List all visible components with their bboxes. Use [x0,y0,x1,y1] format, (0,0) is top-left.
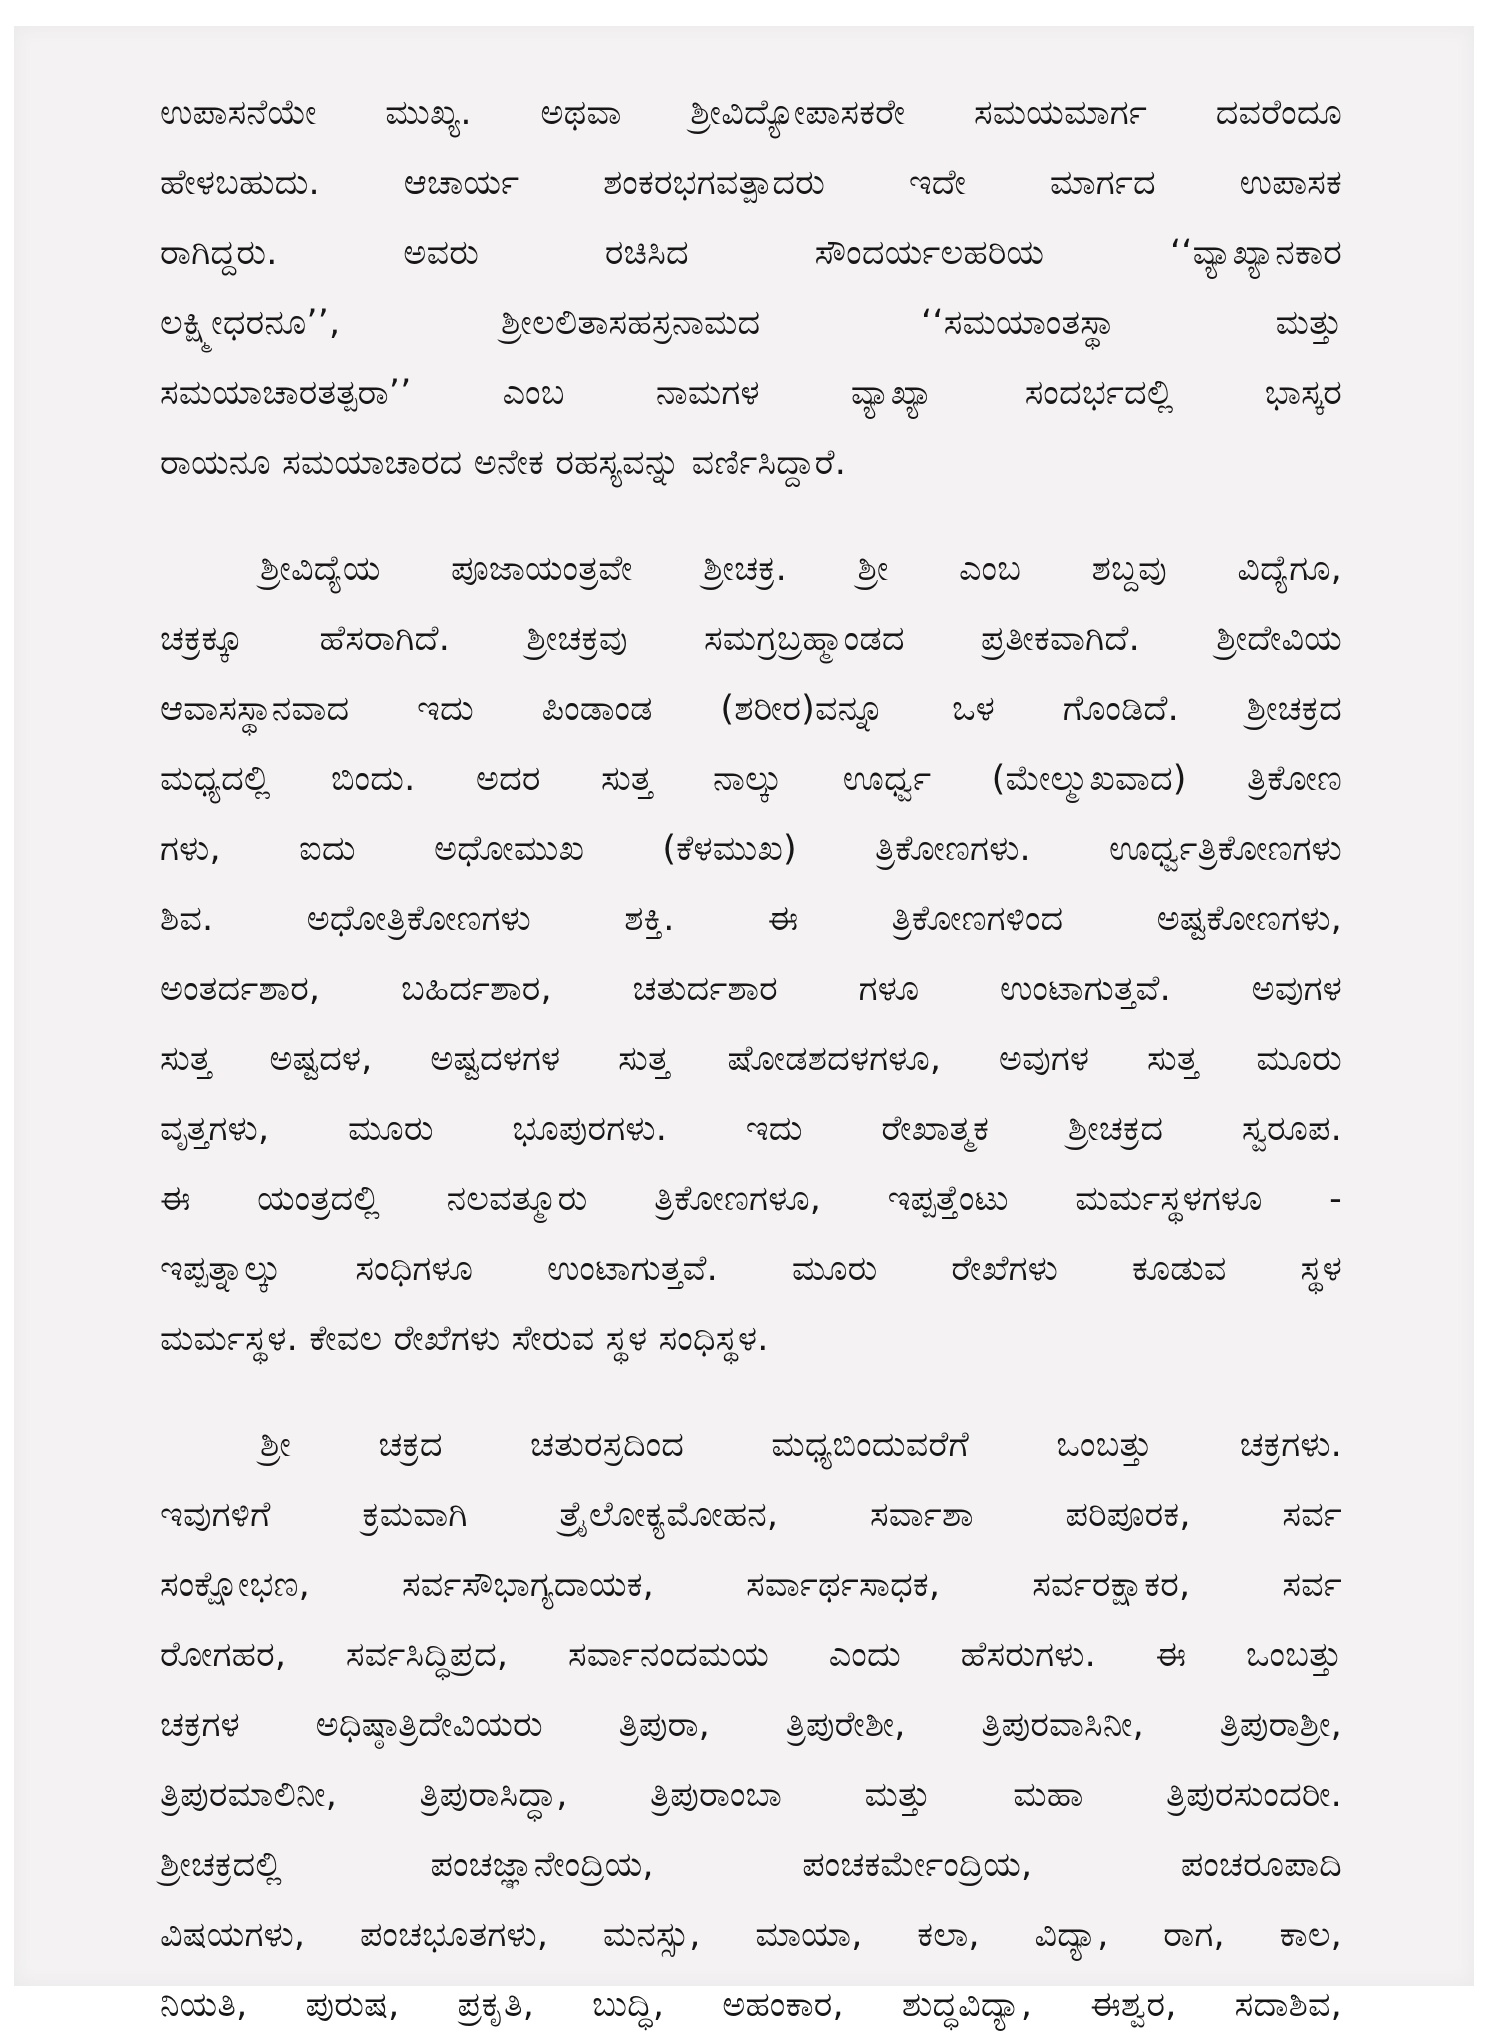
text-line: ರಾಯನೂ ಸಮಯಾಚಾರದ ಅನೇಕ ರಹಸ್ಯವನ್ನು ವರ್ಣಿಸಿದ್ದಾರೆ. [160,443,847,483]
text-line: ಲಕ್ಷ್ಮೀಧರನೂ’’, ಶ್ರೀಲಲಿತಾಸಹಸ್ರನಾಮದ ‘‘ಸಮಯಾಂತಸ್ಥಾ ಮತ್ತು [160,303,1342,343]
text-line: ಮರ್ಮಸ್ಥಳ. ಕೇವಲ ರೇಖೆಗಳು ಸೇರುವ ಸ್ಥಳ ಸಂಧಿಸ್ಥಳ. [160,1319,769,1359]
text-line: ಈ ಯಂತ್ರದಲ್ಲಿ ನಲವತ್ಮೂರು ತ್ರಿಕೋಣಗಳೂ, ಇಪ್ಪತ್ತೆಂಟು ಮರ್ಮಸ್ಥಳಗಳೂ - [160,1179,1342,1219]
text-line: ಶಿವ. ಅಧೋತ್ರಿಕೋಣಗಳು ಶಕ್ತಿ. ಈ ತ್ರಿಕೋಣಗಳಿಂದ ಅಷ್ಟಕೋಣಗಳು, [160,899,1342,939]
text-line: ತ್ರಿಪುರಮಾಲಿನೀ, ತ್ರಿಪುರಾಸಿದ್ಧಾ, ತ್ರಿಪುರಾಂಬಾ ಮತ್ತು ಮಹಾ ತ್ರಿಪುರಸುಂದರೀ. [160,1775,1342,1815]
text-line: ಗಳು, ಐದು ಅಧೋಮುಖ (ಕೆಳಮುಖ) ತ್ರಿಕೋಣಗಳು. ಊರ್ಧ್ವತ್ರಿಕೋಣಗಳು [160,829,1342,869]
text-line: ಸುತ್ತ ಅಷ್ಟದಳ, ಅಷ್ಟದಳಗಳ ಸುತ್ತ ಷೋಡಶದಳಗಳೂ, ಅವುಗಳ ಸುತ್ತ ಮೂರು [160,1039,1342,1079]
text-line: ರೋಗಹರ, ಸರ್ವಸಿದ್ಧಿಪ್ರದ, ಸರ್ವಾನಂದಮಯ ಎಂದು ಹೆಸರುಗಳು. ಈ ಒಂಬತ್ತು [160,1635,1342,1675]
text-line: ರಾಗಿದ್ದರು. ಅವರು ರಚಿಸಿದ ಸೌಂದರ್ಯಲಹರಿಯ ‘‘ವ್ಯಾಖ್ಯಾನಕಾರ [160,233,1342,273]
text-line: ವೃತ್ತಗಳು, ಮೂರು ಭೂಪುರಗಳು. ಇದು ರೇಖಾತ್ಮಕ ಶ್ರೀಚಕ್ರದ ಸ್ವರೂಪ. [160,1109,1342,1149]
paragraph-3 [160,1410,1342,2040]
text-line: ಶ್ರೀಚಕ್ರದಲ್ಲಿ ಪಂಚಜ್ಞಾನೇಂದ್ರಿಯ, ಪಂಚಕರ್ಮೇಂದ್ರಿಯ, ಪಂಚರೂಪಾದಿ [160,1845,1342,1885]
text-line: ಚಕ್ರಕ್ಕೂ ಹೆಸರಾಗಿದೆ. ಶ್ರೀಚಕ್ರವು ಸಮಗ್ರಬ್ರಹ್ಮಾಂಡದ ಪ್ರತೀಕವಾಗಿದೆ. ಶ್ರೀದೇವಿಯ [160,619,1342,659]
text-line: ಸಂಕ್ಷೋಭಣ, ಸರ್ವಸೌಭಾಗ್ಯದಾಯಕ, ಸರ್ವಾರ್ಥಸಾಧಕ, ಸರ್ವರಕ್ಷಾಕರ, ಸರ್ವ [160,1565,1342,1605]
text-line: ಇವುಗಳಿಗೆ ಕ್ರಮವಾಗಿ ತ್ರೈಲೋಕ್ಯಮೋಹನ, ಸರ್ವಾಶಾ ಪರಿಪೂರಕ, ಸರ್ವ [160,1495,1342,1535]
text-line: ಚಕ್ರಗಳ ಅಧಿಷ್ಠಾತ್ರಿದೇವಿಯರು ತ್ರಿಪುರಾ, ತ್ರಿಪುರೇಶೀ, ತ್ರಿಪುರವಾಸಿನೀ, ತ್ರಿಪುರಾಶ್ರೀ, [160,1705,1342,1745]
text-line: ಸಮಯಾಚಾರತತ್ಪರಾ’’ ಎಂಬ ನಾಮಗಳ ವ್ಯಾಖ್ಯಾ ಸಂದರ್ಭದಲ್ಲಿ ಭಾಸ್ಕರ [160,373,1342,413]
text-line: ಹೇಳಬಹುದು. ಆಚಾರ್ಯ ಶಂಕರಭಗವತ್ಪಾದರು ಇದೇ ಮಾರ್ಗದ ಉಪಾಸಕ [160,163,1342,203]
text-line: ಮಧ್ಯದಲ್ಲಿ ಬಿಂದು. ಅದರ ಸುತ್ತ ನಾಲ್ಕು ಊರ್ಧ್ವ (ಮೇಲ್ಮುಖವಾದ) ತ್ರಿಕೋಣ [160,759,1342,799]
text-line: ಆವಾಸಸ್ಥಾನವಾದ ಇದು ಪಿಂಡಾಂಡ (ಶರೀರ)ವನ್ನೂ ಒಳ ಗೊಂಡಿದೆ. ಶ್ರೀಚಕ್ರದ [160,689,1342,729]
text-line: ಉಪಾಸನೆಯೇ ಮುಖ್ಯ. ಅಥವಾ ಶ್ರೀವಿದ್ಯೋಪಾಸಕರೇ ಸಮಯಮಾರ್ಗ ದವರೆಂದೂ [160,93,1342,133]
text-line: ಇಪ್ಪತ್ನಾಲ್ಕು ಸಂಧಿಗಳೂ ಉಂಟಾಗುತ್ತವೆ. ಮೂರು ರೇಖೆಗಳು ಕೂಡುವ ಸ್ಥಳ [160,1249,1342,1289]
paragraph-1 [160,78,1342,498]
text-line: ಶ್ರೀವಿದ್ಯೆಯ ಪೂಜಾಯಂತ್ರವೇ ಶ್ರೀಚಕ್ರ. ಶ್ರೀ ಎಂಬ ಶಬ್ದವು ವಿದ್ಯೆಗೂ, [260,549,1342,589]
text-line: ಅಂತರ್ದಶಾರ, ಬಹಿರ್ದಶಾರ, ಚತುರ್ದಶಾರ ಗಳೂ ಉಂಟಾಗುತ್ತವೆ. ಅವುಗಳ [160,969,1342,1009]
text-line: ವಿಷಯಗಳು, ಪಂಚಭೂತಗಳು, ಮನಸ್ಸು, ಮಾಯಾ, ಕಲಾ, ವಿದ್ಯಾ, ರಾಗ, ಕಾಲ, [160,1915,1342,1955]
paragraph-2 [160,534,1342,1374]
body-text [160,78,1342,2040]
text-line: ಶ್ರೀ ಚಕ್ರದ ಚತುರಸ್ರದಿಂದ ಮಧ್ಯಬಿಂದುವರೆಗೆ ಒಂಬತ್ತು ಚಕ್ರಗಳು. [260,1425,1342,1465]
text-line: ನಿಯತಿ, ಪುರುಷ, ಪ್ರಕೃತಿ, ಬುದ್ಧಿ, ಅಹಂಕಾರ, ಶುದ್ಧವಿದ್ಯಾ, ಈಶ್ವರ, ಸದಾಶಿವ, [160,1985,1342,2025]
book-page [14,26,1474,2025]
